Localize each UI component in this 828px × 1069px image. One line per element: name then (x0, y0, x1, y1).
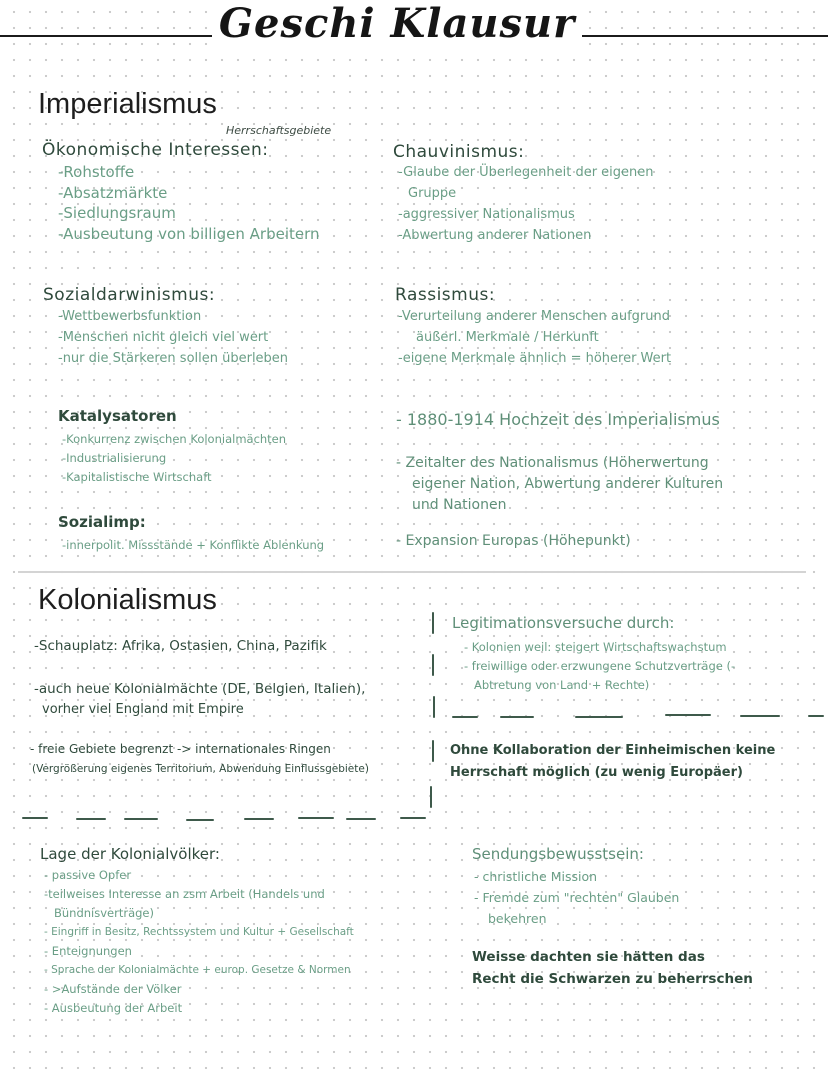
rassismus-list (398, 306, 671, 369)
zeitalter-line-2: eigener Nation, Abwertung anderer Kulturen (412, 476, 724, 492)
section-divider (18, 571, 806, 573)
list-item: -nur die Stärkeren sollen überleben (58, 351, 289, 366)
freie-gebiete-line-2: (Vergrößerung eigenes Territorium, Abwendung Einflussgebiete) (32, 763, 369, 775)
list-item: Gruppe (408, 186, 457, 201)
list-item: -Kapitalistische Wirtschaft (62, 470, 212, 484)
page-title: Geschi Klausur (212, 0, 582, 47)
list-item: -Glaube der Überlegenheit der eigenen (398, 165, 654, 180)
sozialdarwinismus-list (58, 306, 288, 369)
horizontal-dash (400, 817, 426, 819)
list-item: -teilweises Interesse an zsm Arbeit (Handels und (44, 887, 325, 901)
list-item: bekehren (488, 911, 547, 926)
list-item: -Wettbewerbsfunktion (58, 309, 202, 324)
freie-gebiete-line-1: - freie Gebiete begrenzt -> internationales Ringen (30, 742, 331, 756)
sozialimp-list (62, 536, 324, 555)
ohne-kollaboration-line-2: Herrschaft möglich (zu wenig Europäer) (450, 765, 743, 780)
ohne-kollaboration-line-1: Ohne Kollaboration der Einheimischen keine (450, 743, 776, 758)
horizontal-dash (575, 716, 623, 718)
horizontal-dash (740, 715, 780, 717)
list-item: äußerl. Merkmale / Herkunft (416, 330, 599, 345)
katalysatoren-heading: Katalysatoren (58, 407, 177, 425)
horizontal-dash (665, 714, 711, 716)
zeitalter-line-1: - Zeitalter des Nationalismus (Höherwertung (396, 455, 709, 471)
horizontal-dash (244, 818, 274, 820)
chauvinismus-list (398, 162, 654, 246)
list-item: - Sprache der Kolonialmächte + europ. Gesetze & Normen (44, 964, 351, 976)
lage-list (44, 866, 354, 1018)
list-item: - >Aufstände der Völker (44, 982, 182, 996)
horizontal-dash (22, 817, 48, 819)
list-item: -Verurteilung anderer Menschen aufgrund (398, 309, 671, 324)
legitimation-heading: Legitimationsversuche durch: (452, 614, 675, 632)
list-item: - passive Opfer (44, 868, 132, 882)
horizontal-dash (124, 818, 158, 820)
legitimation-list (464, 638, 735, 695)
title-rule-left (0, 35, 212, 37)
list-item: -eigene Merkmale ähnlich = höherer Wert (398, 351, 672, 366)
oekonomisch-list (58, 162, 320, 244)
list-item: -Absatzmärkte (58, 183, 168, 202)
vertical-dash (430, 786, 432, 808)
list-item: -Konkurrenz zwischen Kolonialmächten (62, 432, 287, 446)
sendung-list (474, 866, 679, 929)
sozialdarwinismus-heading: Sozialdarwinismus: (43, 285, 216, 305)
list-item: - Ausbeutung der Arbeit (44, 1001, 183, 1015)
list-item: - Fremde zum "rechten" Glauben (474, 890, 680, 905)
vertical-dash (432, 654, 434, 676)
horizontal-dash (298, 817, 334, 819)
herrschaftsgebiete-note: Herrschaftsgebiete (226, 124, 332, 137)
list-item: -innerpolit. Missstände + Konflikte Ablenkung (62, 538, 325, 552)
weisse-line-1: Weisse dachten sie hätten das (472, 949, 705, 965)
list-item: -Abwertung anderer Nationen (398, 228, 592, 243)
list-item: - Kolonien weil: steigert Wirtschaftswachstum (464, 640, 727, 654)
sendung-heading: Sendungsbewusstsein: (472, 845, 644, 863)
chauvinismus-heading: Chauvinismus: (393, 142, 525, 162)
oekonomisch-heading: Ökonomische Interessen: (42, 140, 269, 160)
lage-heading: Lage der Kolonialvölker: (40, 845, 220, 863)
hochzeit-note: - 1880-1914 Hochzeit des Imperialismus (396, 410, 720, 429)
list-item: - Enteignungen (44, 944, 132, 958)
neue-maechte-line-2: vorher viel England mit Empire (42, 702, 244, 717)
horizontal-dash (76, 818, 106, 820)
expansion-note: - Expansion Europas (Höhepunkt) (396, 533, 631, 549)
katalysatoren-list (62, 430, 286, 487)
vertical-dash (433, 696, 435, 718)
list-item: -Industrialisierung (62, 451, 167, 465)
zeitalter-line-3: und Nationen (412, 497, 507, 513)
weisse-line-2: Recht die Schwarzen zu beherrschen (472, 971, 753, 987)
kolonialismus-heading: Kolonialismus (38, 584, 217, 616)
list-item: - freiwillige oder erzwungene Schutzverträge (- (464, 659, 736, 673)
title-rule-right (582, 35, 828, 37)
horizontal-dash (452, 716, 478, 718)
list-item: -Ausbeutung von billigen Arbeitern (58, 224, 320, 243)
list-item: -aggressiver Nationalismus (398, 207, 575, 222)
imperialismus-heading: Imperialismus (38, 88, 217, 120)
list-item: Abtretung von Land + Rechte) (474, 678, 650, 692)
list-item: - Eingriff in Besitz, Rechtssystem und Kultur + Gesellschaft (44, 926, 354, 938)
vertical-dash (432, 612, 434, 634)
list-item: -Siedlungsraum (58, 204, 176, 222)
neue-maechte-line-1: -auch neue Kolonialmächte (DE, Belgien, Italien), (34, 681, 366, 697)
rassismus-heading: Rassismus: (395, 285, 496, 305)
list-item: -Rohstoffe (58, 163, 135, 181)
list-item: -Menschen nicht gleich viel wert (58, 330, 269, 345)
horizontal-dash (186, 819, 214, 821)
list-item: Bündnisverträge) (54, 906, 154, 920)
horizontal-dash (346, 818, 376, 820)
horizontal-dash (500, 716, 534, 718)
schauplatz-note: -Schauplatz: Afrika, Ostasien, China, Pazifik (34, 638, 327, 654)
list-item: - christliche Mission (474, 869, 598, 884)
horizontal-dash (808, 715, 824, 717)
vertical-dash (432, 740, 434, 762)
sozialimp-heading: Sozialimp: (58, 513, 146, 531)
